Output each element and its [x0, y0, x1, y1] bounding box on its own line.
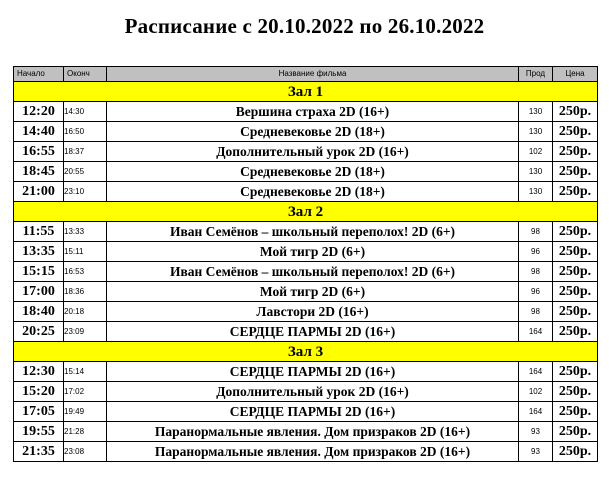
session-start-time: 18:45	[14, 162, 64, 182]
session-row	[14, 302, 598, 322]
session-start-time: 21:35	[14, 442, 64, 462]
session-row	[14, 182, 598, 202]
session-row	[14, 222, 598, 242]
session-film-title: СЕРДЦЕ ПАРМЫ 2D (16+)	[107, 362, 519, 382]
session-duration: 164	[519, 322, 553, 342]
session-start-time: 14:40	[14, 122, 64, 142]
session-price: 250р.	[553, 402, 598, 422]
session-row	[14, 362, 598, 382]
session-start-time: 17:00	[14, 282, 64, 302]
session-end-time: 21:28	[64, 422, 107, 442]
session-row	[14, 322, 598, 342]
session-start-time: 16:55	[14, 142, 64, 162]
session-film-title: Мой тигр 2D (6+)	[107, 242, 519, 262]
session-price: 250р.	[553, 122, 598, 142]
session-start-time: 21:00	[14, 182, 64, 202]
session-end-time: 18:36	[64, 282, 107, 302]
hall-name: Зал 3	[14, 342, 598, 362]
session-duration: 130	[519, 182, 553, 202]
header-row	[14, 67, 598, 82]
session-row	[14, 262, 598, 282]
session-duration: 164	[519, 362, 553, 382]
column-header-film: Название фильма	[107, 67, 519, 82]
session-price: 250р.	[553, 442, 598, 462]
session-price: 250р.	[553, 322, 598, 342]
session-film-title: Вершина страха 2D (16+)	[107, 102, 519, 122]
session-start-time: 17:05	[14, 402, 64, 422]
session-price: 250р.	[553, 422, 598, 442]
session-film-title: Иван Семёнов – школьный переполох! 2D (6+)	[107, 222, 519, 242]
session-start-time: 13:35	[14, 242, 64, 262]
session-price: 250р.	[553, 182, 598, 202]
session-film-title: Иван Семёнов – школьный переполох! 2D (6+)	[107, 262, 519, 282]
session-price: 250р.	[553, 362, 598, 382]
session-end-time: 23:08	[64, 442, 107, 462]
session-end-time: 23:09	[64, 322, 107, 342]
session-price: 250р.	[553, 222, 598, 242]
hall-name: Зал 1	[14, 82, 598, 102]
session-film-title: Дополнительный урок 2D (16+)	[107, 142, 519, 162]
hall-row	[14, 342, 598, 362]
session-start-time: 18:40	[14, 302, 64, 322]
session-film-title: Мой тигр 2D (6+)	[107, 282, 519, 302]
session-end-time: 13:33	[64, 222, 107, 242]
session-film-title: СЕРДЦЕ ПАРМЫ 2D (16+)	[107, 402, 519, 422]
session-end-time: 16:53	[64, 262, 107, 282]
session-duration: 102	[519, 382, 553, 402]
session-row	[14, 142, 598, 162]
session-duration: 164	[519, 402, 553, 422]
hall-row	[14, 202, 598, 222]
session-price: 250р.	[553, 282, 598, 302]
session-row	[14, 242, 598, 262]
session-film-title: Паранормальные явления. Дом призраков 2D (16+)	[107, 422, 519, 442]
session-price: 250р.	[553, 242, 598, 262]
session-start-time: 19:55	[14, 422, 64, 442]
session-start-time: 15:15	[14, 262, 64, 282]
session-end-time: 23:10	[64, 182, 107, 202]
session-film-title: Паранормальные явления. Дом призраков 2D (16+)	[107, 442, 519, 462]
session-end-time: 17:02	[64, 382, 107, 402]
session-film-title: Средневековье 2D (18+)	[107, 182, 519, 202]
session-duration: 98	[519, 222, 553, 242]
column-header-price: Цена	[553, 67, 598, 82]
session-duration: 96	[519, 242, 553, 262]
session-duration: 102	[519, 142, 553, 162]
session-row	[14, 442, 598, 462]
session-film-title: Лавстори 2D (16+)	[107, 302, 519, 322]
session-row	[14, 102, 598, 122]
session-film-title: Средневековье 2D (18+)	[107, 162, 519, 182]
session-end-time: 15:11	[64, 242, 107, 262]
session-row	[14, 122, 598, 142]
session-duration: 96	[519, 282, 553, 302]
page-title: Расписание с 20.10.2022 по 26.10.2022	[124, 14, 485, 38]
session-end-time: 14:30	[64, 102, 107, 122]
session-film-title: Средневековье 2D (18+)	[107, 122, 519, 142]
session-start-time: 15:20	[14, 382, 64, 402]
session-start-time: 12:20	[14, 102, 64, 122]
session-row	[14, 162, 598, 182]
session-duration: 93	[519, 422, 553, 442]
session-row	[14, 382, 598, 402]
session-price: 250р.	[553, 142, 598, 162]
session-duration: 98	[519, 262, 553, 282]
session-duration: 93	[519, 442, 553, 462]
hall-row	[14, 82, 598, 102]
session-price: 250р.	[553, 162, 598, 182]
session-price: 250р.	[553, 262, 598, 282]
session-end-time: 16:50	[64, 122, 107, 142]
session-row	[14, 422, 598, 442]
session-end-time: 20:18	[64, 302, 107, 322]
session-row	[14, 282, 598, 302]
column-header-end: Оконч	[64, 67, 107, 82]
session-end-time: 15:14	[64, 362, 107, 382]
session-start-time: 20:25	[14, 322, 64, 342]
column-header-duration: Прод	[519, 67, 553, 82]
schedule-body	[14, 82, 598, 462]
session-row	[14, 402, 598, 422]
session-duration: 130	[519, 162, 553, 182]
column-header-start: Начало	[14, 67, 64, 82]
session-end-time: 18:37	[64, 142, 107, 162]
session-price: 250р.	[553, 302, 598, 322]
session-duration: 130	[519, 102, 553, 122]
session-start-time: 12:30	[14, 362, 64, 382]
session-duration: 98	[519, 302, 553, 322]
session-price: 250р.	[553, 382, 598, 402]
session-end-time: 20:55	[64, 162, 107, 182]
session-duration: 130	[519, 122, 553, 142]
session-end-time: 19:49	[64, 402, 107, 422]
schedule-table	[13, 66, 598, 462]
session-price: 250р.	[553, 102, 598, 122]
session-film-title: Дополнительный урок 2D (16+)	[107, 382, 519, 402]
session-film-title: СЕРДЦЕ ПАРМЫ 2D (16+)	[107, 322, 519, 342]
hall-name: Зал 2	[14, 202, 598, 222]
session-start-time: 11:55	[14, 222, 64, 242]
